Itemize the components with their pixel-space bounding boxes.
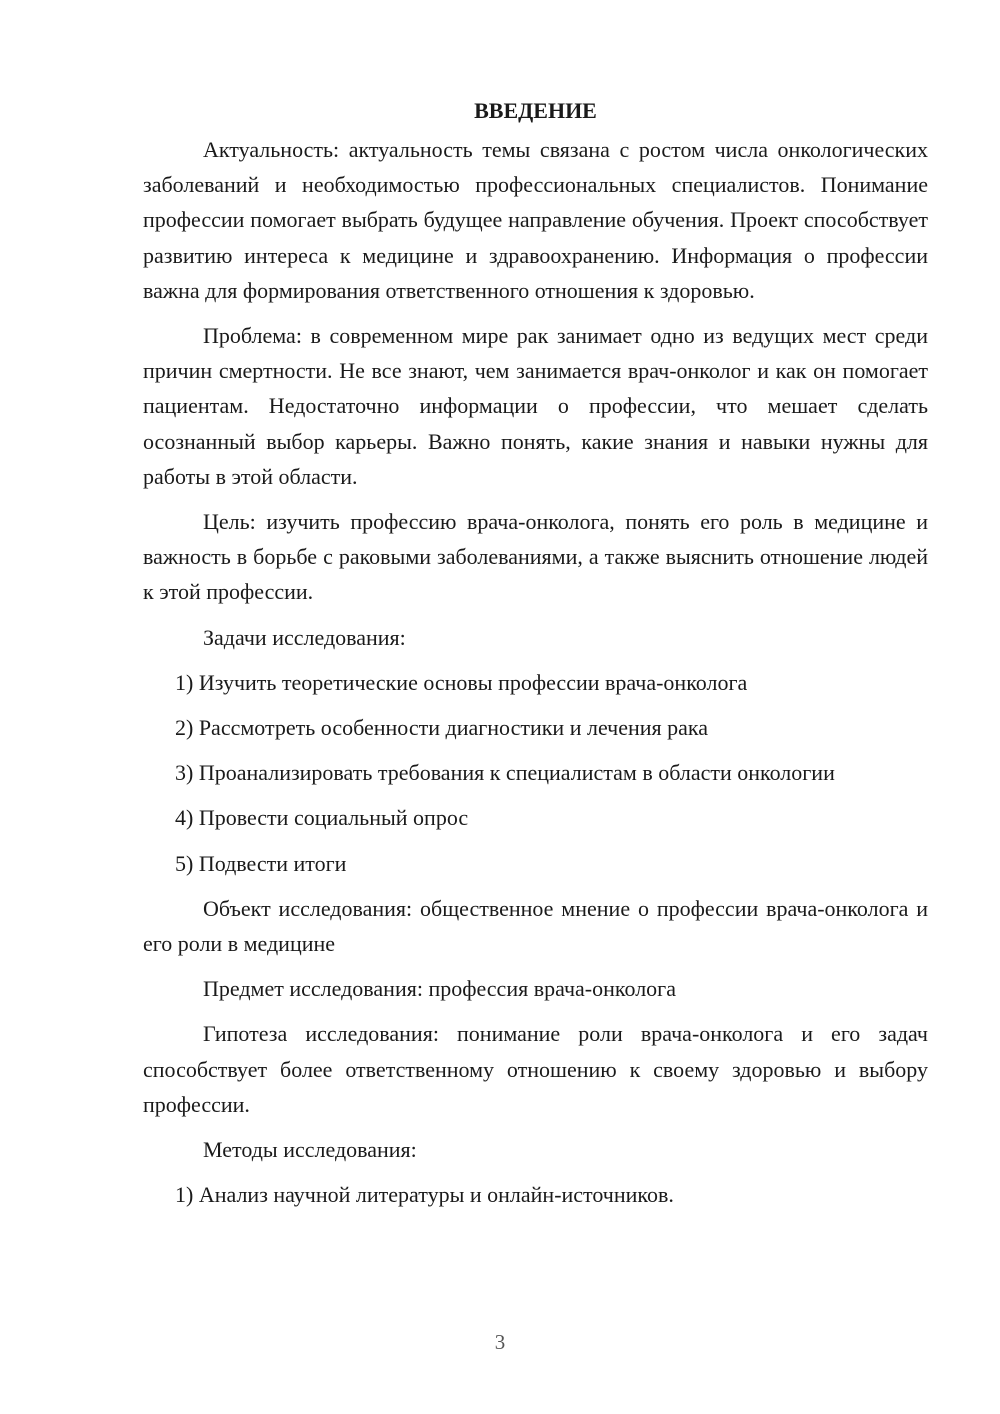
methods-heading: Методы исследования: (203, 1137, 417, 1163)
task-item-4: 4) Провести социальный опрос (175, 805, 469, 831)
tasks-heading: Задачи исследования: (203, 624, 406, 650)
method-item-1: 1) Анализ научной литературы и онлайн-источников. (175, 1182, 674, 1208)
task-item-3: 3) Проанализировать требования к специалистам в области онкологии (175, 760, 835, 786)
document-page (143, 93, 928, 1222)
task-item-2: 2) Рассмотреть особенности диагностики и лечения рака (175, 715, 709, 741)
paragraph-goal: Цель: изучить профессию врача-онколога, понять его роль в медицине и важность в борьбе с раковыми заболеваниями, а также выяснить отношение людей к этой профессии. (143, 509, 928, 605)
task-item-5: 5) Подвести итоги (175, 850, 347, 876)
task-item-1: 1) Изучить теоретические основы профессии врача-онколога (175, 669, 748, 695)
paragraph-hypothesis: Гипотеза исследования: понимание роли врача-онколога и его задач способствует более ответственному отношению к своему здоровью и выбору профессии. (143, 1021, 928, 1117)
paragraph-relevance: Актуальность: актуальность темы связана с ростом числа онкологических заболеваний и необходимостью профессиональных специалистов. Понимание профессии помогает выбрать будущее направление обучения. Проект способствует развитию интереса к медицине и здравоохранению. Информация о профессии важна для формирования ответственного отношения к здоровью. (143, 137, 928, 303)
paragraph-problem: Проблема: в современном мире рак занимает одно из ведущих мест среди причин смертности. Не все знают, чем занимается врач-онколог и как он помогает пациентам. Недостаточно информации о профессии, что мешает сделать осознанный выбор карьеры. Важно понять, какие знания и навыки нужны для работы в этой области. (143, 323, 928, 489)
page-number: 3 (494, 1330, 506, 1354)
section-title: ВВЕДЕНИЕ (474, 98, 597, 123)
paragraph-object: Объект исследования: общественное мнение о профессии врача-онколога и его роли в медицине (143, 895, 928, 957)
paragraph-subject: Предмет исследования: профессия врача-онколога (203, 976, 676, 1002)
